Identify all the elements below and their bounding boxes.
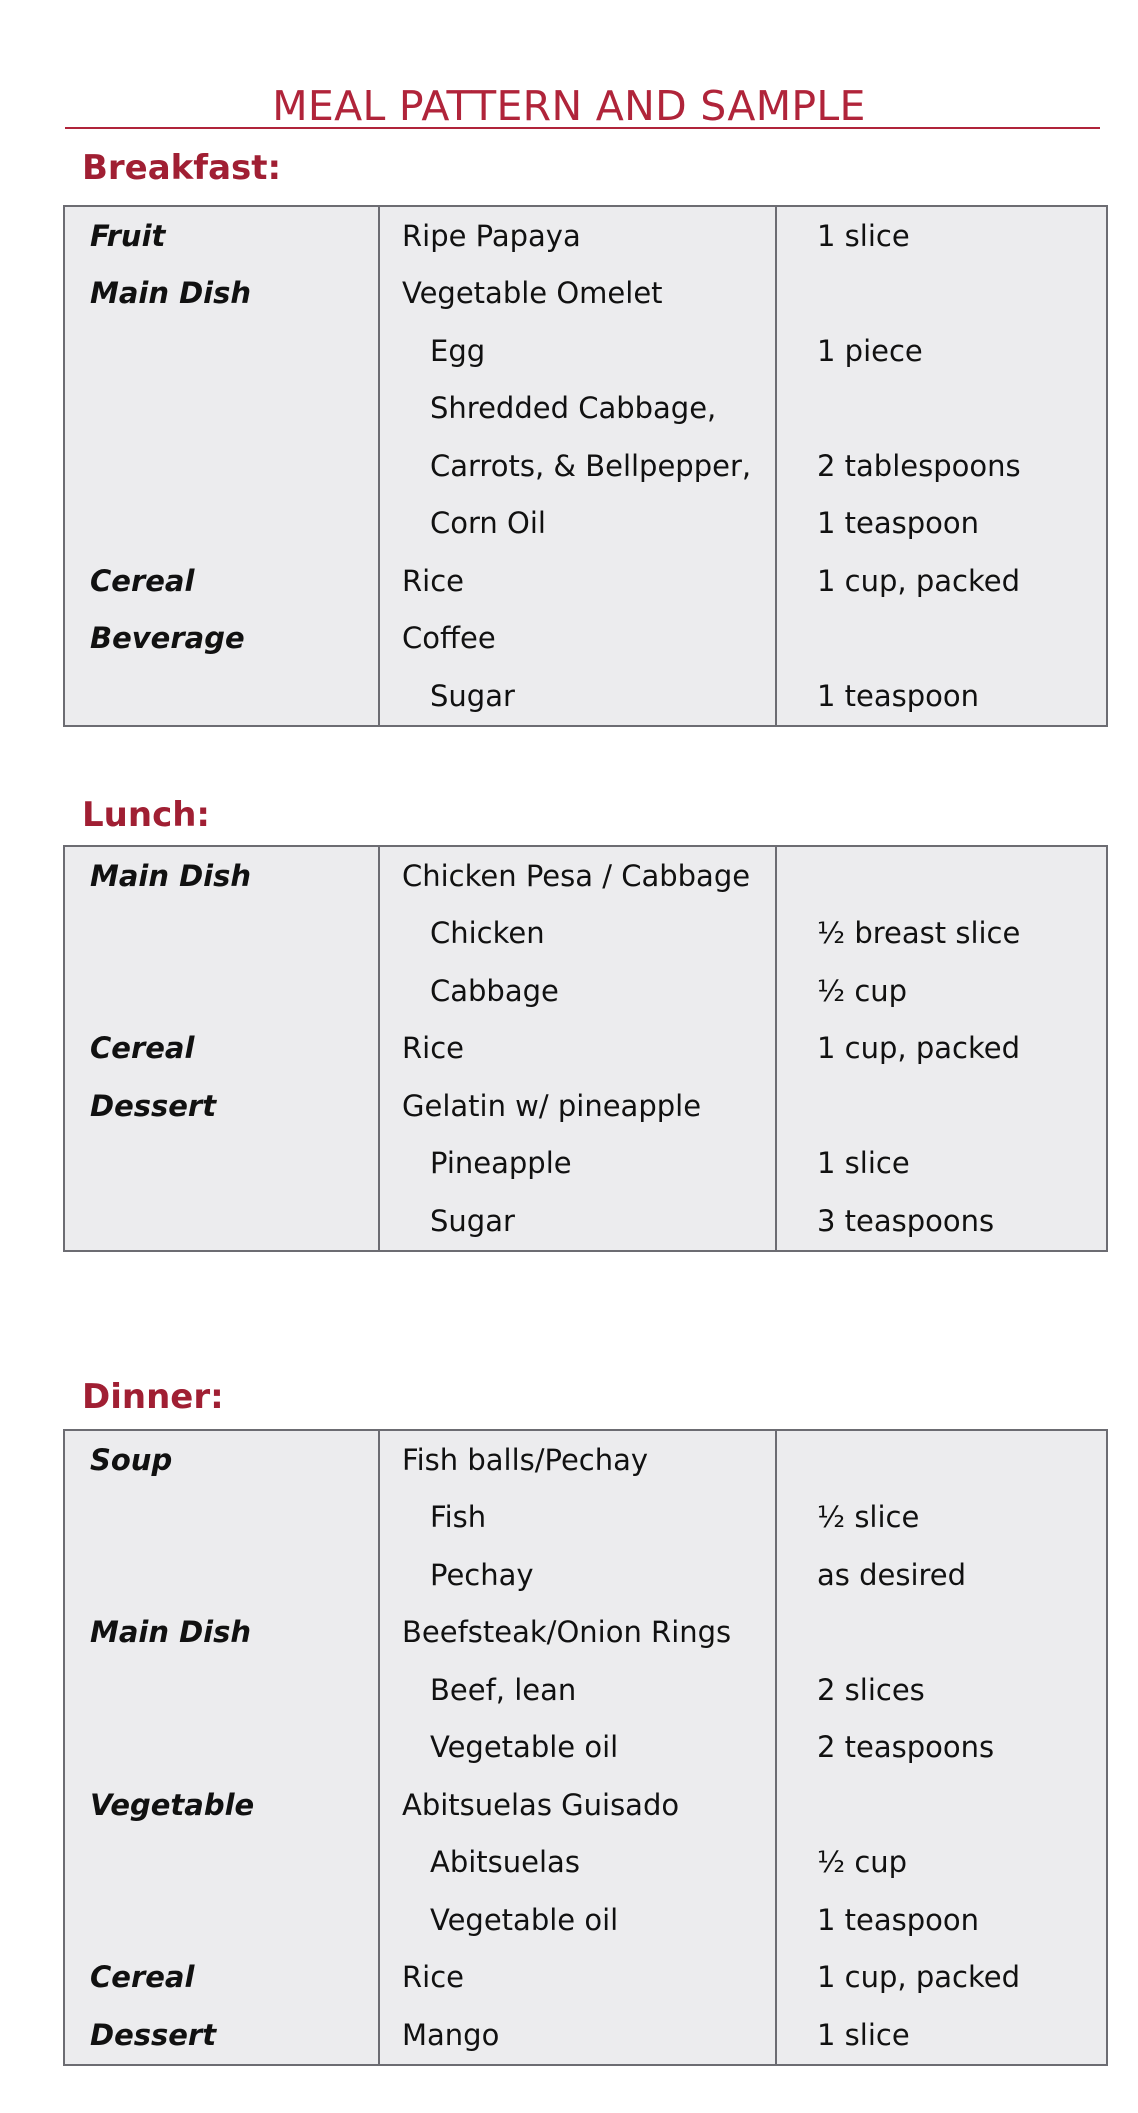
food-cell: Shredded Cabbage, [379, 380, 776, 438]
food-cell: Sugar [379, 1192, 776, 1251]
food-cell: Cabbage [379, 962, 776, 1020]
food-cell: Corn Oil [379, 495, 776, 553]
amount-cell [776, 1776, 1107, 1834]
amount-cell [776, 610, 1107, 668]
table-row [64, 206, 1107, 265]
category-cell [64, 962, 379, 1020]
category-cell: Fruit [90, 218, 166, 253]
amount-cell: ½ cup [776, 1834, 1107, 1892]
amount-cell: 1 slice [776, 2006, 1107, 2065]
table-row [64, 846, 1107, 905]
category-cell [64, 667, 379, 726]
lunch-table [63, 845, 1108, 1252]
food-cell: Coffee [379, 610, 776, 668]
category-cell: Cereal [90, 563, 195, 598]
title-divider [65, 127, 1100, 129]
category-cell: Cereal [90, 1960, 195, 1995]
amount-cell: 1 teaspoon [776, 667, 1107, 726]
category-cell: Vegetable [90, 1787, 255, 1822]
lunch-heading: Lunch: [82, 795, 211, 835]
table-row [64, 380, 1107, 438]
category-cell [64, 495, 379, 553]
amount-cell: 1 cup, packed [776, 1949, 1107, 2007]
category-cell [64, 1135, 379, 1193]
amount-cell [776, 265, 1107, 323]
amount-cell: ½ cup [776, 962, 1107, 1020]
food-cell: Carrots, & Bellpepper, [379, 437, 776, 495]
amount-cell [776, 1430, 1107, 1489]
amount-cell: 3 teaspoons [776, 1192, 1107, 1251]
table-row [64, 1192, 1107, 1251]
table-row [64, 1430, 1107, 1489]
table-row [64, 1891, 1107, 1949]
category-cell: Dessert [90, 2017, 217, 2052]
food-cell: Rice [379, 1949, 776, 2007]
amount-cell: 2 slices [776, 1661, 1107, 1719]
food-cell: Abitsuelas Guisado [379, 1776, 776, 1834]
table-row [64, 1949, 1107, 2007]
category-cell [64, 1192, 379, 1251]
amount-cell [776, 380, 1107, 438]
category-cell: Main Dish [90, 1615, 252, 1650]
table-row [64, 610, 1107, 668]
amount-cell: 1 cup, packed [776, 1020, 1107, 1078]
amount-cell: 1 teaspoon [776, 495, 1107, 553]
food-cell: Pechay [379, 1546, 776, 1604]
table-row [64, 1020, 1107, 1078]
amount-cell [776, 1604, 1107, 1662]
category-cell [64, 1834, 379, 1892]
amount-cell: 1 slice [776, 1135, 1107, 1193]
category-cell [64, 437, 379, 495]
category-cell: Main Dish [90, 858, 252, 893]
category-cell [64, 1546, 379, 1604]
amount-cell: 1 cup, packed [776, 552, 1107, 610]
breakfast-heading: Breakfast: [82, 148, 282, 188]
food-cell: Sugar [379, 667, 776, 726]
table-row [64, 1604, 1107, 1662]
food-cell: Gelatin w/ pineapple [379, 1077, 776, 1135]
dinner-table [63, 1429, 1108, 2066]
amount-cell: 2 teaspoons [776, 1719, 1107, 1777]
table-row [64, 905, 1107, 963]
table-row [64, 1661, 1107, 1719]
category-cell [64, 1891, 379, 1949]
table-row [64, 322, 1107, 380]
food-cell: Vegetable oil [379, 1719, 776, 1777]
amount-cell: as desired [776, 1546, 1107, 1604]
food-cell: Vegetable oil [379, 1891, 776, 1949]
table-row [64, 1834, 1107, 1892]
category-cell: Dessert [90, 1088, 217, 1123]
category-cell [64, 905, 379, 963]
amount-cell: 1 teaspoon [776, 1891, 1107, 1949]
category-cell [64, 322, 379, 380]
table-row [64, 2006, 1107, 2065]
breakfast-table [63, 205, 1108, 727]
amount-cell: 2 tablespoons [776, 437, 1107, 495]
table-row [64, 552, 1107, 610]
food-cell: Mango [379, 2006, 776, 2065]
category-cell [64, 1489, 379, 1547]
category-cell: Main Dish [90, 276, 252, 311]
food-cell: Fish balls/Pechay [379, 1430, 776, 1489]
category-cell [64, 380, 379, 438]
food-cell: Rice [379, 1020, 776, 1078]
food-cell: Abitsuelas [379, 1834, 776, 1892]
table-row [64, 1489, 1107, 1547]
table-row [64, 1135, 1107, 1193]
table-row [64, 495, 1107, 553]
amount-cell: ½ slice [776, 1489, 1107, 1547]
amount-cell [776, 1077, 1107, 1135]
category-cell: Beverage [90, 621, 245, 656]
table-row [64, 1546, 1107, 1604]
table-row [64, 437, 1107, 495]
table-row [64, 1719, 1107, 1777]
table-row [64, 265, 1107, 323]
amount-cell [776, 846, 1107, 905]
dinner-heading: Dinner: [82, 1377, 224, 1417]
food-cell: Beef, lean [379, 1661, 776, 1719]
table-row [64, 667, 1107, 726]
category-cell: Cereal [90, 1031, 195, 1066]
food-cell: Pineapple [379, 1135, 776, 1193]
table-row [64, 962, 1107, 1020]
amount-cell: 1 slice [776, 206, 1107, 265]
category-cell: Soup [90, 1442, 173, 1477]
food-cell: Ripe Papaya [379, 206, 776, 265]
food-cell: Vegetable Omelet [379, 265, 776, 323]
category-cell [64, 1661, 379, 1719]
category-cell [64, 1719, 379, 1777]
amount-cell: ½ breast slice [776, 905, 1107, 963]
table-row [64, 1776, 1107, 1834]
amount-cell: 1 piece [776, 322, 1107, 380]
food-cell: Chicken [379, 905, 776, 963]
food-cell: Fish [379, 1489, 776, 1547]
food-cell: Rice [379, 552, 776, 610]
table-row [64, 1077, 1107, 1135]
food-cell: Beefsteak/Onion Rings [379, 1604, 776, 1662]
food-cell: Chicken Pesa / Cabbage [379, 846, 776, 905]
food-cell: Egg [379, 322, 776, 380]
page-title: MEAL PATTERN AND SAMPLE [272, 82, 866, 130]
